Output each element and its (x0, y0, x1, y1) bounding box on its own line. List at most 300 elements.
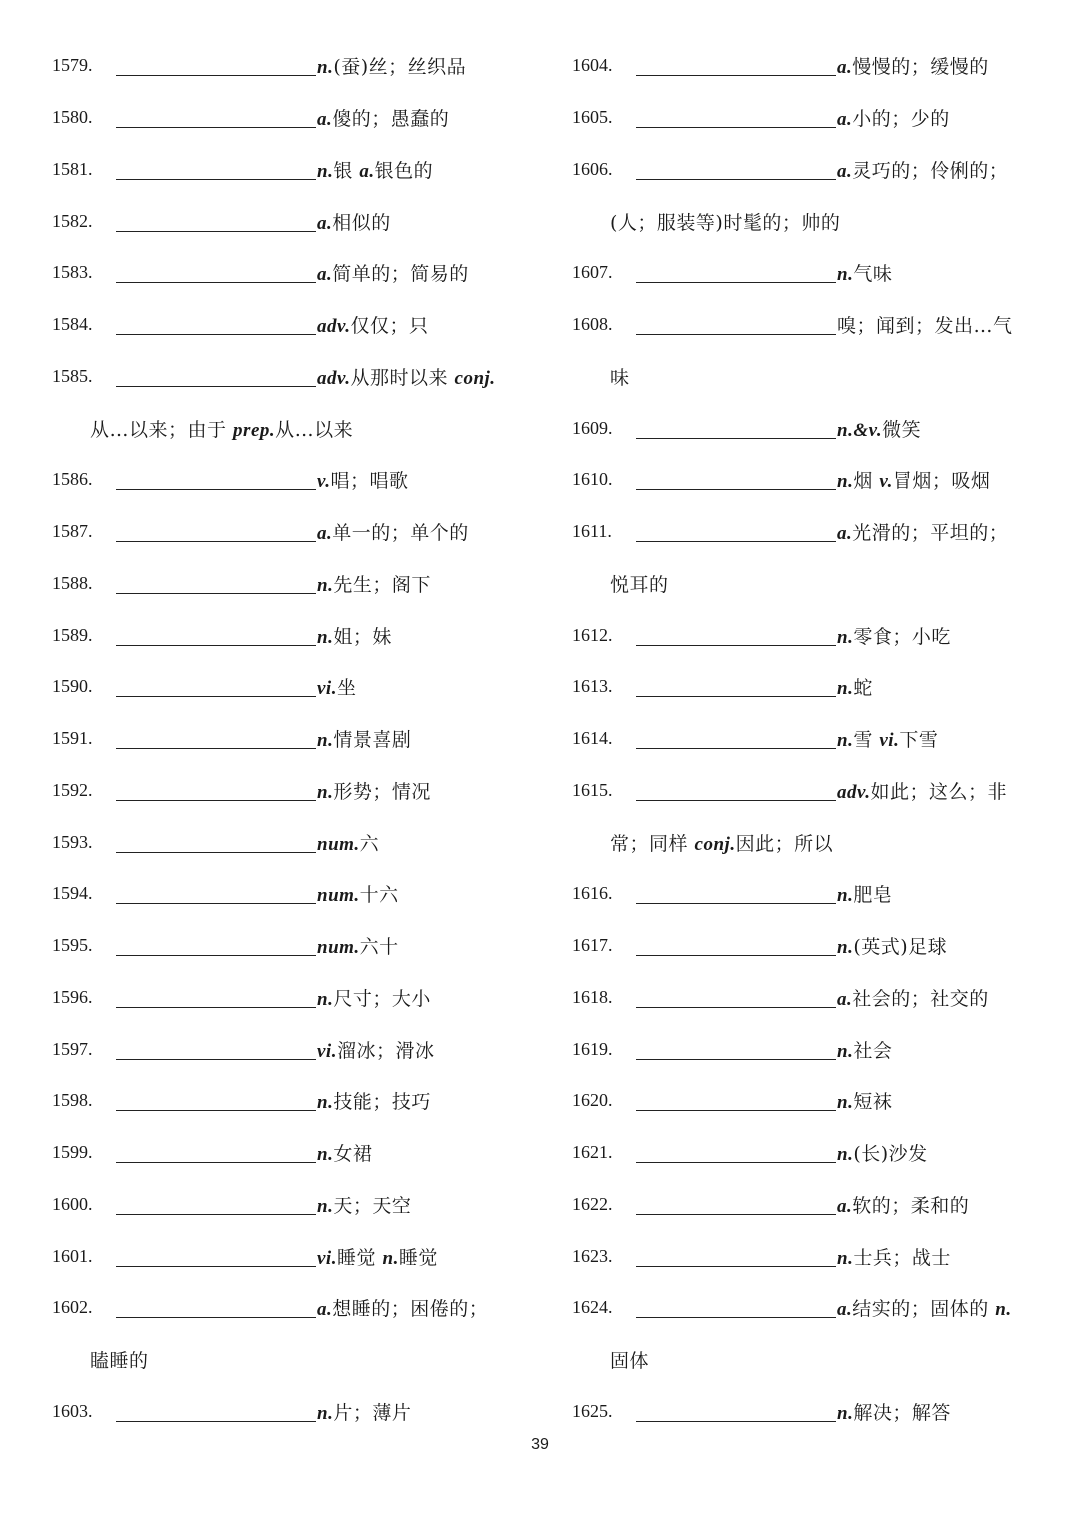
entry-number: 1586. (52, 469, 93, 490)
entry-number: 1622. (572, 1193, 613, 1214)
vocab-entry (52, 868, 522, 920)
definition-continuation (52, 402, 522, 454)
definition (317, 1243, 438, 1270)
vocab-entry (572, 765, 1042, 817)
vocab-entry (52, 1282, 522, 1334)
answer-blank[interactable] (116, 314, 316, 335)
vocab-entry (52, 920, 522, 972)
vocab-entry (572, 402, 1042, 454)
entry-number: 1588. (52, 572, 93, 593)
answer-blank[interactable] (636, 1194, 836, 1215)
part-of-speech: num. (317, 833, 360, 855)
definition-text: 溜冰；滑冰 (336, 1039, 435, 1062)
definition (837, 1243, 951, 1270)
answer-blank[interactable] (636, 107, 836, 128)
answer-blank[interactable] (636, 1246, 836, 1267)
definition (837, 777, 1007, 804)
definition (317, 673, 356, 700)
vocab-entry (52, 972, 522, 1024)
definition (610, 570, 669, 597)
definition (837, 932, 947, 959)
definition (317, 259, 469, 286)
answer-blank[interactable] (116, 780, 316, 801)
entry-number: 1610. (572, 469, 613, 490)
vocab-entry (572, 1282, 1042, 1334)
part-of-speech: a. (837, 109, 853, 131)
answer-blank[interactable] (116, 1142, 316, 1163)
definition-text: 睡觉 (398, 1246, 438, 1269)
definition-text: 瞌睡的 (90, 1350, 149, 1373)
answer-blank[interactable] (636, 314, 836, 335)
part-of-speech: n. (837, 264, 854, 286)
part-of-speech: conj. (694, 833, 736, 855)
vocab-entry (52, 351, 522, 403)
part-of-speech: n. (837, 1247, 854, 1269)
page-number: 39 (531, 1436, 549, 1453)
part-of-speech: a. (837, 523, 853, 545)
entry-number: 1625. (572, 1400, 613, 1421)
definition-text: 嗅；闻到；发出…气 (837, 315, 1013, 338)
definition (317, 518, 469, 545)
definition (317, 1398, 411, 1425)
vocab-entry (572, 247, 1042, 299)
answer-blank[interactable] (636, 883, 836, 904)
definition (317, 466, 409, 493)
definition (317, 104, 449, 131)
definition (317, 363, 496, 390)
answer-blank[interactable] (636, 676, 836, 697)
definition-text: 肥皂 (853, 884, 893, 907)
answer-blank[interactable] (116, 1246, 316, 1267)
definition-text: 灵巧的；伶俐的； (852, 159, 1009, 182)
definition-text: 六 (359, 832, 380, 855)
vocab-entry (52, 299, 522, 351)
vocab-entry (572, 1127, 1042, 1179)
part-of-speech: n. (837, 937, 854, 959)
answer-blank[interactable] (116, 832, 316, 853)
answer-blank[interactable] (636, 625, 836, 646)
vocab-entry (572, 1386, 1042, 1438)
answer-blank[interactable] (636, 55, 836, 76)
definition-text: 简单的；简易的 (332, 263, 469, 286)
entry-number: 1613. (572, 676, 613, 697)
definition-text: 社会的；社交的 (852, 987, 989, 1010)
part-of-speech: a. (837, 1195, 853, 1217)
answer-blank[interactable] (636, 521, 836, 542)
vocab-entry (572, 144, 1042, 196)
vocab-entry (572, 40, 1042, 92)
part-of-speech: n. (382, 1247, 399, 1269)
entry-number: 1615. (572, 779, 613, 800)
entry-number: 1596. (52, 986, 93, 1007)
part-of-speech: a. (837, 988, 853, 1010)
entry-number: 1602. (52, 1297, 93, 1318)
entry-number: 1582. (52, 210, 93, 231)
definition-text: 味 (610, 366, 630, 389)
entry-number: 1585. (52, 365, 93, 386)
definition-text: 软的；柔和的 (852, 1194, 970, 1217)
definition (610, 208, 840, 235)
entry-number: 1593. (52, 831, 93, 852)
entry-number: 1580. (52, 107, 93, 128)
definition-text: 固体 (610, 1350, 650, 1373)
definition-text: 解决；解答 (853, 1401, 951, 1424)
entry-number: 1616. (572, 883, 613, 904)
part-of-speech: n. (837, 1402, 854, 1424)
left-column (52, 40, 522, 1437)
answer-blank[interactable] (116, 159, 316, 180)
part-of-speech: v. (317, 471, 331, 493)
vocab-entry (572, 1230, 1042, 1282)
vocab-entry (572, 454, 1042, 506)
definition-text: 女裙 (333, 1143, 373, 1166)
definition-text: (长)沙发 (853, 1143, 928, 1166)
part-of-speech: n. (317, 781, 334, 803)
vocab-entry (572, 609, 1042, 661)
part-of-speech: a. (317, 523, 333, 545)
definition-text: 如此；这么；非 (870, 780, 1007, 803)
part-of-speech: n. (317, 988, 334, 1010)
definition-continuation (572, 558, 1042, 610)
vocab-entry (52, 247, 522, 299)
definition-text: 技能；技巧 (333, 1091, 431, 1114)
answer-blank[interactable] (636, 780, 836, 801)
answer-blank[interactable] (636, 987, 836, 1008)
vocab-entry (572, 1179, 1042, 1231)
entry-number: 1619. (572, 1038, 613, 1059)
vocab-entry (572, 506, 1042, 558)
answer-blank[interactable] (116, 107, 316, 128)
vocab-entry (572, 972, 1042, 1024)
definition (837, 1294, 1012, 1321)
part-of-speech: a. (837, 1299, 853, 1321)
definition-text: 因此；所以 (735, 832, 834, 855)
definition (317, 725, 411, 752)
definition-text: 蛇 (853, 677, 873, 700)
vocab-entry (52, 454, 522, 506)
definition (317, 1087, 431, 1114)
answer-blank[interactable] (116, 211, 316, 232)
vocab-entry (572, 661, 1042, 713)
definition-text: 银 (333, 159, 360, 182)
entry-number: 1620. (572, 1090, 613, 1111)
part-of-speech: adv. (837, 781, 871, 803)
definition-continuation (572, 195, 1042, 247)
definition-text: 冒烟；吸烟 (892, 470, 991, 493)
answer-blank[interactable] (636, 159, 836, 180)
definition (317, 829, 379, 856)
definition (90, 415, 353, 442)
vocab-entry (52, 765, 522, 817)
entry-number: 1609. (572, 417, 613, 438)
definition (317, 570, 431, 597)
part-of-speech: vi. (879, 730, 900, 752)
definition-text: 雪 (853, 729, 880, 752)
entry-number: 1584. (52, 314, 93, 335)
definition (837, 725, 938, 752)
definition-text: 想睡的；困倦的； (332, 1298, 489, 1321)
definition-text: 零食；小吃 (853, 625, 951, 648)
answer-blank[interactable] (116, 366, 316, 387)
part-of-speech: vi. (317, 1040, 337, 1062)
entry-number: 1600. (52, 1193, 93, 1214)
definition (610, 1346, 649, 1373)
entry-number: 1617. (572, 935, 613, 956)
part-of-speech: vi. (317, 678, 337, 700)
answer-blank[interactable] (636, 1090, 836, 1111)
part-of-speech: conj. (454, 367, 496, 389)
part-of-speech: n. (995, 1299, 1012, 1321)
definition (837, 259, 892, 286)
definition-continuation (572, 1334, 1042, 1386)
entry-number: 1590. (52, 676, 93, 697)
part-of-speech: v. (879, 471, 893, 493)
definition (317, 1139, 372, 1166)
vocab-entry (52, 661, 522, 713)
answer-blank[interactable] (116, 1297, 316, 1318)
definition-text: 从…以来；由于 (90, 418, 234, 441)
definition-text: 单一的；单个的 (332, 522, 469, 545)
definition-text: 姐；妹 (333, 625, 392, 648)
definition-text: 微笑 (882, 418, 922, 441)
answer-blank[interactable] (116, 469, 316, 490)
definition (837, 1036, 892, 1063)
entry-number: 1604. (572, 55, 613, 76)
definition-text: 社会 (853, 1039, 893, 1062)
definition (317, 1294, 488, 1321)
part-of-speech: num. (317, 885, 360, 907)
definition (317, 208, 391, 235)
definition-text: 片；薄片 (333, 1401, 412, 1424)
vocab-entry (52, 1075, 522, 1127)
entry-number: 1583. (52, 262, 93, 283)
vocab-entry (52, 1386, 522, 1438)
entry-number: 1623. (572, 1245, 613, 1266)
answer-blank[interactable] (116, 676, 316, 697)
part-of-speech: n. (837, 1092, 854, 1114)
entry-number: 1579. (52, 55, 93, 76)
definition (837, 984, 989, 1011)
definition (317, 156, 433, 183)
part-of-speech: n. (317, 1195, 334, 1217)
definition (610, 363, 630, 390)
vocab-entry (572, 92, 1042, 144)
definition-text: 结实的；固体的 (852, 1298, 996, 1321)
entry-number: 1607. (572, 262, 613, 283)
definition-text: 常；同样 (610, 832, 695, 855)
definition-text: (蚕)丝；丝织品 (333, 56, 467, 79)
answer-blank[interactable] (116, 262, 316, 283)
answer-blank[interactable] (636, 469, 836, 490)
vocab-entry (572, 868, 1042, 920)
definition (837, 518, 1008, 545)
answer-blank[interactable] (636, 1142, 836, 1163)
vocab-entry (52, 713, 522, 765)
vocab-entry (52, 816, 522, 868)
vocab-entry (52, 144, 522, 196)
entry-number: 1594. (52, 883, 93, 904)
answer-blank[interactable] (116, 935, 316, 956)
definition-text: 相似的 (332, 211, 391, 234)
part-of-speech: n. (837, 885, 854, 907)
definition-text: 小的；少的 (852, 108, 950, 131)
definition-text: 情景喜剧 (333, 729, 412, 752)
entry-number: 1606. (572, 158, 613, 179)
entry-number: 1587. (52, 521, 93, 542)
definition (837, 415, 921, 442)
vocab-entry (52, 195, 522, 247)
answer-blank[interactable] (116, 1401, 316, 1422)
answer-blank[interactable] (636, 728, 836, 749)
part-of-speech: n. (837, 730, 854, 752)
part-of-speech: n. (837, 471, 854, 493)
entry-number: 1603. (52, 1400, 93, 1421)
entry-number: 1589. (52, 624, 93, 645)
definition (837, 1139, 928, 1166)
definition-text: 唱；唱歌 (330, 470, 409, 493)
part-of-speech: a. (359, 160, 375, 182)
answer-blank[interactable] (116, 883, 316, 904)
definition (317, 311, 429, 338)
definition (610, 829, 833, 856)
definition-text: 形势；情况 (333, 780, 431, 803)
part-of-speech: n.&v. (837, 419, 883, 441)
answer-blank[interactable] (636, 1039, 836, 1060)
part-of-speech: n. (317, 730, 334, 752)
definition-text: 短袜 (853, 1091, 893, 1114)
definition-text: (人；服装等)时髦的；帅的 (610, 211, 841, 234)
part-of-speech: n. (317, 626, 334, 648)
entry-number: 1618. (572, 986, 613, 1007)
part-of-speech: n. (317, 1092, 334, 1114)
definition-text: 悦耳的 (610, 573, 669, 596)
part-of-speech: n. (837, 678, 854, 700)
vocab-entry (52, 40, 522, 92)
part-of-speech: a. (317, 264, 333, 286)
definition-text: 慢慢的；缓慢的 (852, 56, 989, 79)
definition-continuation (52, 1334, 522, 1386)
definition-text: 下雪 (899, 729, 939, 752)
definition-text: 仅仅；只 (350, 315, 429, 338)
entry-number: 1598. (52, 1090, 93, 1111)
definition (837, 673, 873, 700)
part-of-speech: vi. (317, 1247, 337, 1269)
definition (837, 311, 1013, 338)
entry-number: 1608. (572, 314, 613, 335)
answer-blank[interactable] (116, 521, 316, 542)
definition-text: 天；天空 (333, 1194, 412, 1217)
entry-number: 1611. (572, 521, 612, 542)
definition-text: 气味 (853, 263, 893, 286)
definition-text: 从…以来 (275, 418, 354, 441)
answer-blank[interactable] (116, 573, 316, 594)
answer-blank[interactable] (116, 1090, 316, 1111)
answer-blank[interactable] (636, 1297, 836, 1318)
definition-text: 傻的；愚蠢的 (332, 108, 450, 131)
answer-blank[interactable] (116, 1039, 316, 1060)
right-column (572, 40, 1042, 1437)
definition (837, 104, 950, 131)
answer-blank[interactable] (116, 728, 316, 749)
definition (317, 1036, 434, 1063)
entry-number: 1595. (52, 935, 93, 956)
entry-number: 1599. (52, 1142, 93, 1163)
part-of-speech: num. (317, 937, 360, 959)
vocab-entry (52, 1023, 522, 1075)
part-of-speech: n. (837, 1144, 854, 1166)
part-of-speech: n. (317, 160, 334, 182)
vocab-entry (572, 713, 1042, 765)
entry-number: 1624. (572, 1297, 613, 1318)
part-of-speech: prep. (233, 419, 276, 441)
vocab-entry (52, 558, 522, 610)
definition (837, 622, 951, 649)
definition (317, 880, 399, 907)
definition-text: 从那时以来 (350, 366, 455, 389)
vocab-entry (572, 1023, 1042, 1075)
entry-number: 1597. (52, 1038, 93, 1059)
part-of-speech: adv. (317, 316, 351, 338)
vocab-entry (52, 506, 522, 558)
entry-number: 1612. (572, 624, 613, 645)
entry-number: 1591. (52, 728, 93, 749)
entry-number: 1614. (572, 728, 613, 749)
vocab-entry (52, 1179, 522, 1231)
definition-text: 六十 (359, 936, 399, 959)
definition (317, 984, 431, 1011)
part-of-speech: a. (317, 212, 333, 234)
vocab-entry (52, 609, 522, 661)
definition (317, 1191, 411, 1218)
definition-text: 坐 (336, 677, 357, 700)
part-of-speech: n. (837, 1040, 854, 1062)
entry-number: 1605. (572, 107, 613, 128)
answer-blank[interactable] (116, 987, 316, 1008)
vocab-entry (52, 1127, 522, 1179)
definition (837, 466, 990, 493)
part-of-speech: n. (837, 626, 854, 648)
definition (837, 880, 892, 907)
definition-text: (英式)足球 (853, 936, 948, 959)
definition (317, 777, 431, 804)
definition-continuation (572, 351, 1042, 403)
definition-text: 光滑的；平坦的； (852, 522, 1009, 545)
vocab-entry (52, 92, 522, 144)
answer-blank[interactable] (636, 418, 836, 439)
answer-blank[interactable] (636, 935, 836, 956)
definition (837, 52, 989, 79)
definition-text: 银色的 (374, 159, 434, 182)
definition-text: 先生；阁下 (333, 573, 431, 596)
definition-continuation (572, 816, 1042, 868)
part-of-speech: adv. (317, 367, 351, 389)
entry-number: 1621. (572, 1142, 613, 1163)
definition (90, 1346, 149, 1373)
definition (837, 1398, 951, 1425)
answer-blank[interactable] (116, 625, 316, 646)
part-of-speech: a. (837, 57, 853, 79)
definition (837, 1191, 969, 1218)
entry-number: 1581. (52, 158, 93, 179)
answer-blank[interactable] (116, 55, 316, 76)
vocab-entry (572, 920, 1042, 972)
answer-blank[interactable] (116, 1194, 316, 1215)
definition-text: 烟 (853, 470, 880, 493)
definition (317, 52, 466, 79)
vocab-entry (52, 1230, 522, 1282)
answer-blank[interactable] (636, 262, 836, 283)
answer-blank[interactable] (636, 1401, 836, 1422)
